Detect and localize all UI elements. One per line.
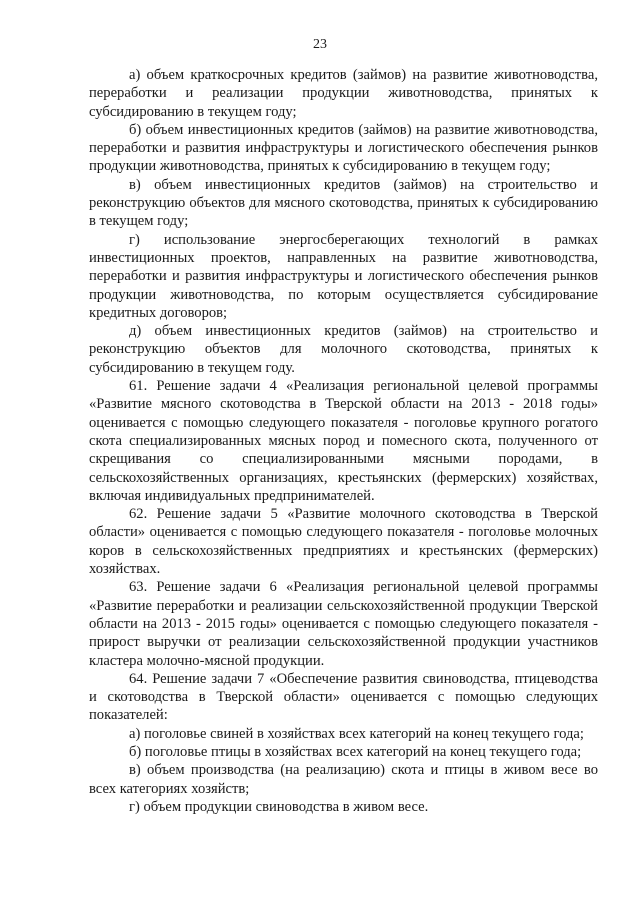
paragraph-64-item-b: б) поголовье птицы в хозяйствах всех категорий на конец текущего года; (129, 743, 582, 760)
paragraph-item-b: б) объем инвестиционных кредитов (займов) на развитие животноводства, переработки и развития инфраструктуры и логистического обеспечения рынков продукции животноводства, принятых к субсидированию в текущем году; (89, 121, 598, 175)
paragraph-64-item-a: а) поголовье свиней в хозяйствах всех категорий на конец текущего года; (129, 725, 584, 742)
paragraph-64: 64. Решение задачи 7 «Обеспечение развития свиноводства, птицеводства и скотоводства в Тверской области» оценивается с помощью следующих показателей: (89, 670, 598, 724)
paragraph-62: 62. Решение задачи 5 «Развитие молочного скотоводства в Тверской области» оценивается с помощью следующего показателя - поголовье молочных коров в сельскохозяйственных предприятиях и крестьянских (фермерских) хозяйствах. (89, 506, 598, 578)
paragraph-item-a: а) объем краткосрочных кредитов (займов) на развитие животноводства, переработки и реализации продукции животноводства, принятых к субсидированию в текущем году; (89, 67, 598, 120)
paragraph-64-item-v: в) объем производства (на реализацию) скота и птицы в живом весе во всех категориях хозяйств; (89, 762, 598, 797)
paragraph-item-v: в) объем инвестиционных кредитов (займов) на строительство и реконструкцию объектов для мясного скотоводства, принятых к субсидированию в текущем году; (89, 176, 598, 230)
document-body (89, 66, 598, 816)
paragraph-item-d: д) объем инвестиционных кредитов (займов) на строительство и реконструкцию объектов для молочного скотоводства, принятых к субсидированию в текущем году. (89, 323, 598, 376)
paragraph-item-g: г) использование энергосберегающих технологий в рамках инвестиционных проектов, направленных на развитие животноводства, переработки и развития инфраструктуры и логистического обеспечения рынков продукции животноводства, по которым осуществляется субсидирование кредитных договоров; (89, 231, 598, 321)
page-number: 23 (313, 37, 327, 52)
paragraph-64-item-g: г) объем продукции свиноводства в живом весе. (129, 798, 429, 815)
paragraph-61: 61. Решение задачи 4 «Реализация региональной целевой программы «Развитие мясного скотоводства в Тверской области на 2013 - 2018 годы» оценивается с помощью следующего показателя - поголовье крупного рогатого скота специализированных мясных пород и помесного скота, полученного от скрещивания со специализированными мясными породами, в сельскохозяйственных организациях, крестьянских (фермерских) хозяйствах, включая индивидуальных предпринимателей. (89, 378, 598, 504)
paragraph-63: 63. Решение задачи 6 «Реализация региональной целевой программы «Развитие переработки и реализации сельскохозяйственной продукции Тверской области на 2013 - 2015 годы» оценивается с помощью следующего показателя - прирост выручки от реализации сельскохозяйственной продукции участников кластера молочно-мясной продукции. (89, 579, 598, 669)
